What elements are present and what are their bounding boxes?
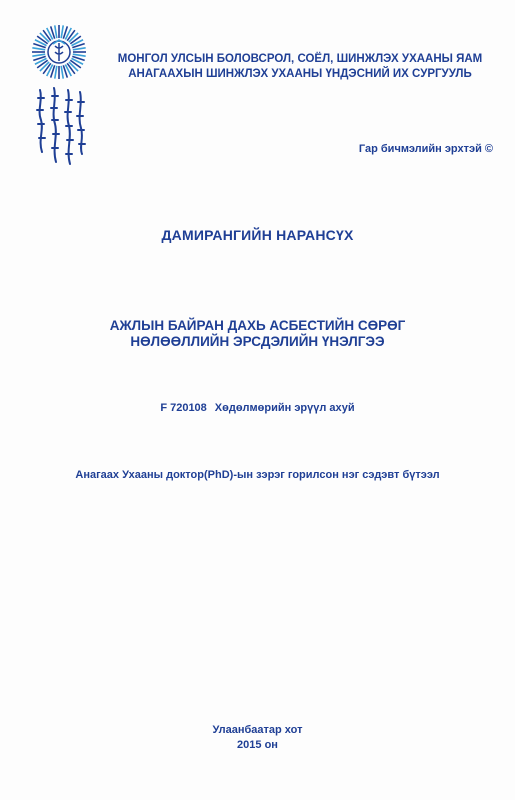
year: 2015 он <box>237 739 278 751</box>
university-name: АНАГААХЫН ШИНЖЛЭХ УХААНЫ ҮНДЭСНИЙ ИХ СУРГУУЛЬ <box>128 68 472 80</box>
ministry-name: МОНГОЛ УЛСЫН БОЛОВСРОЛ, СОЁЛ, ШИНЖЛЭХ УХААНЫ ЯАМ <box>117 53 483 65</box>
place-and-year <box>0 723 515 753</box>
city: Улаанбаатар хот <box>212 724 303 736</box>
specialty-code: F 720108 <box>160 402 207 414</box>
specialty-name: Хөдөлмөрийн эрүүл ахуй <box>214 402 355 414</box>
thesis-title-line2: НӨЛӨӨЛЛИЙН ЭРСДЭЛИЙН ҮНЭЛГЭЭ <box>130 334 385 349</box>
author-name: ДАМИРАНГИЙН НАРАНСҮХ <box>161 227 354 243</box>
ministry-header <box>100 52 500 82</box>
specialty-line <box>0 402 515 414</box>
thesis-title <box>0 318 515 350</box>
degree-statement: Анагаах Ухааны доктор(PhD)-ын зэрэг горилсон нэг сэдэвт бүтээл <box>75 469 440 481</box>
copyright-notice: Гар бичмэлийн эрхтэй © <box>358 143 493 155</box>
thesis-title-line1: АЖЛЫН БАЙРАН ДАХЬ АСБЕСТИЙН СӨРӨГ <box>109 318 406 333</box>
university-emblem-icon <box>24 20 94 190</box>
